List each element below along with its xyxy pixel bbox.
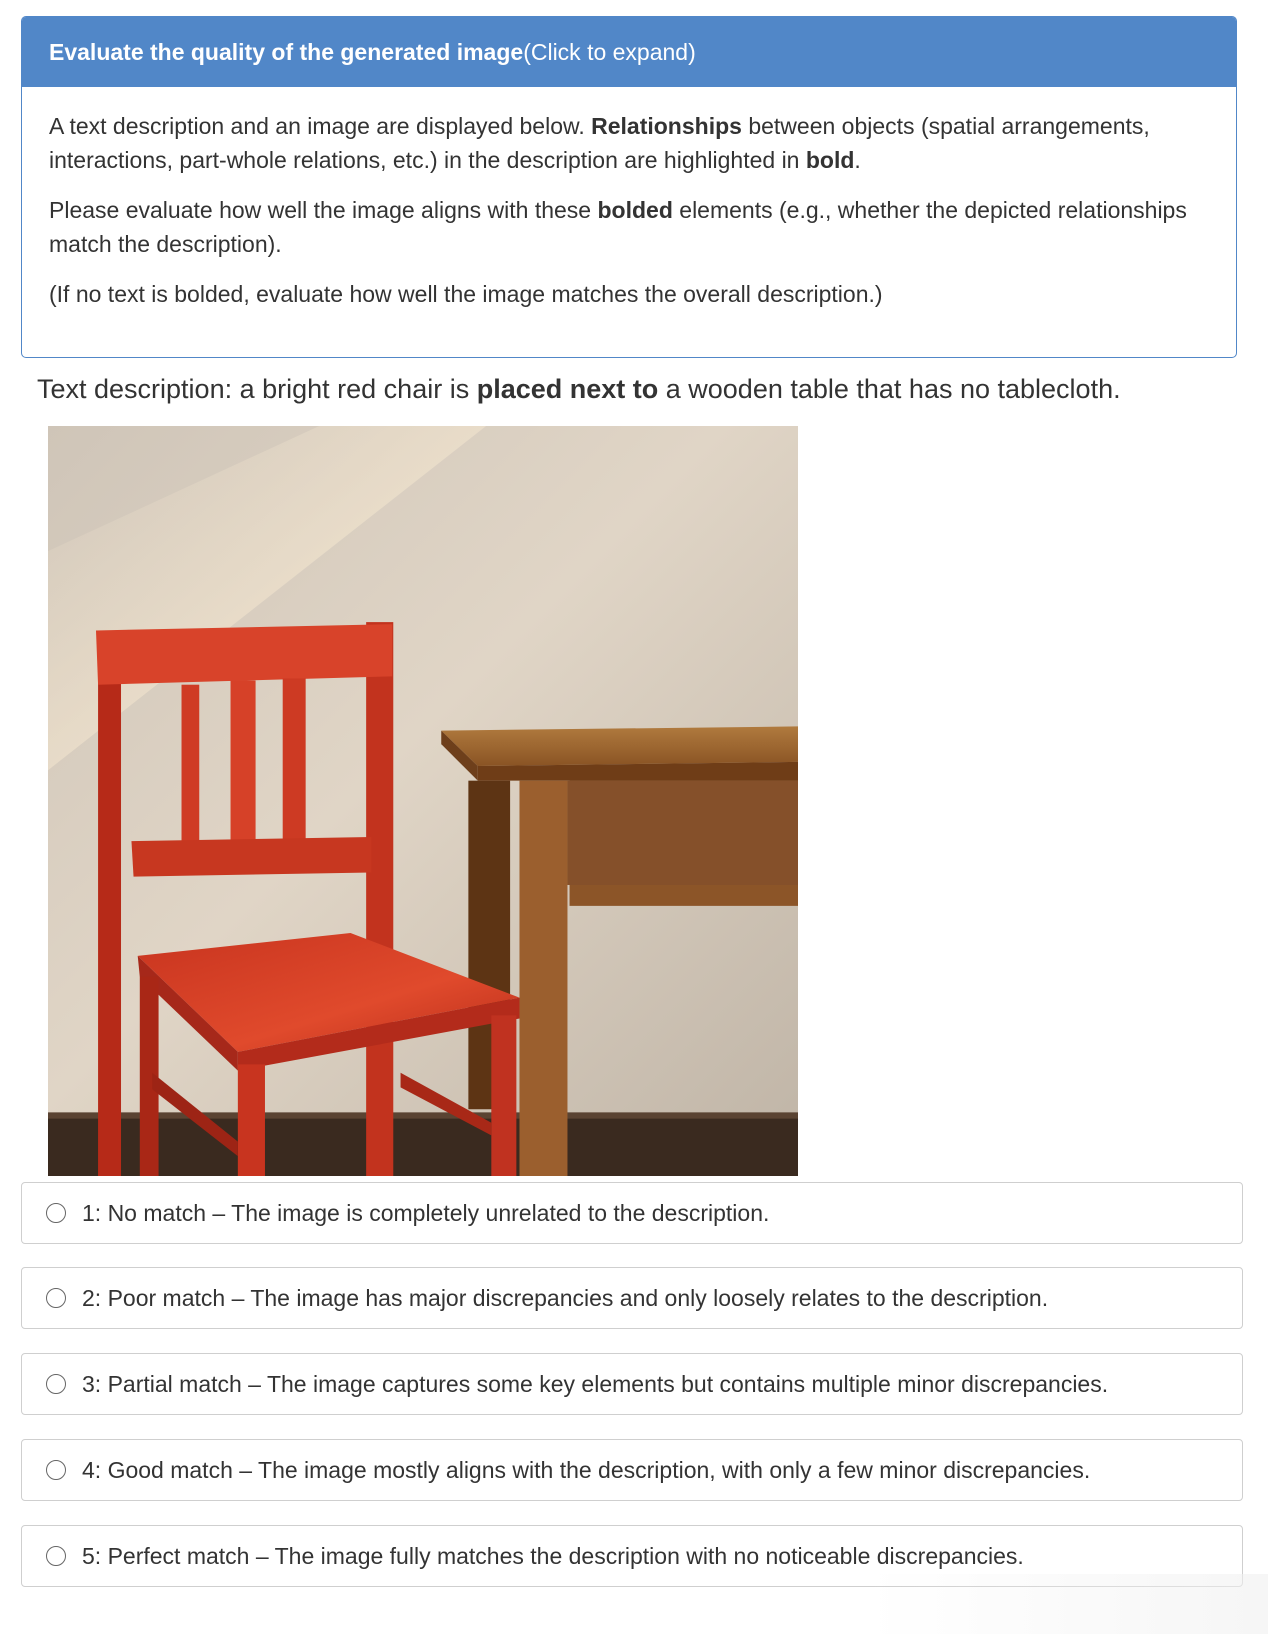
generated-image [48,426,798,1176]
instruction-bold: Relationships [591,113,742,139]
rating-option-1[interactable] [21,1182,1243,1244]
instruction-text: elements (e.g., whether the depicted relationships match the description). [49,197,1187,257]
rating-option-label: 4: Good match – The image mostly aligns with the description, with only a few minor discrepancies. [82,1456,1091,1483]
description-text: Text description: a bright red chair is [37,374,477,404]
instruction-paragraph-1 [49,109,1210,177]
radio-button[interactable] [46,1374,66,1394]
rating-option-2[interactable] [21,1267,1243,1329]
radio-button[interactable] [46,1288,66,1308]
rating-option-5[interactable] [21,1525,1243,1587]
instruction-bold: bold [805,147,855,173]
instruction-paragraph-2 [49,193,1210,261]
instructions-panel-header[interactable] [22,17,1236,87]
instruction-text: Please evaluate how well the image aligns with these [49,197,598,223]
rating-option-label: 2: Poor match – The image has major discrepancies and only loosely relates to the description. [82,1284,1049,1311]
radio-button[interactable] [46,1203,66,1223]
instruction-bold: bolded [597,197,673,223]
instruction-text: A text description and an image are displayed below. [49,113,592,139]
instruction-paragraph-3: (If no text is bolded, evaluate how well the image matches the overall description.) [49,281,883,307]
rating-option-label: 1: No match – The image is completely unrelated to the description. [82,1199,770,1226]
rating-option-3[interactable] [21,1353,1243,1415]
instruction-text: between objects (spatial arrangements, interactions, part-whole relations, etc.) in the description are highlighted in [49,113,1150,173]
radio-button[interactable] [46,1546,66,1566]
rating-option-label: 3: Partial match – The image captures some key elements but contains multiple minor discrepancies. [82,1370,1109,1397]
rating-option-4[interactable] [21,1439,1243,1501]
expand-hint: (Click to expand) [523,38,696,65]
instructions-panel-body [22,87,1236,311]
instruction-text: . [854,147,861,173]
description-text: a wooden table that has no tablecloth. [658,374,1121,404]
text-description [37,374,1121,405]
panel-title: Evaluate the quality of the generated image [49,38,524,65]
radio-button[interactable] [46,1460,66,1480]
instructions-panel [21,16,1237,358]
description-bold: placed next to [476,374,659,404]
rating-option-label: 5: Perfect match – The image fully matches the description with no noticeable discrepancies. [82,1542,1024,1569]
